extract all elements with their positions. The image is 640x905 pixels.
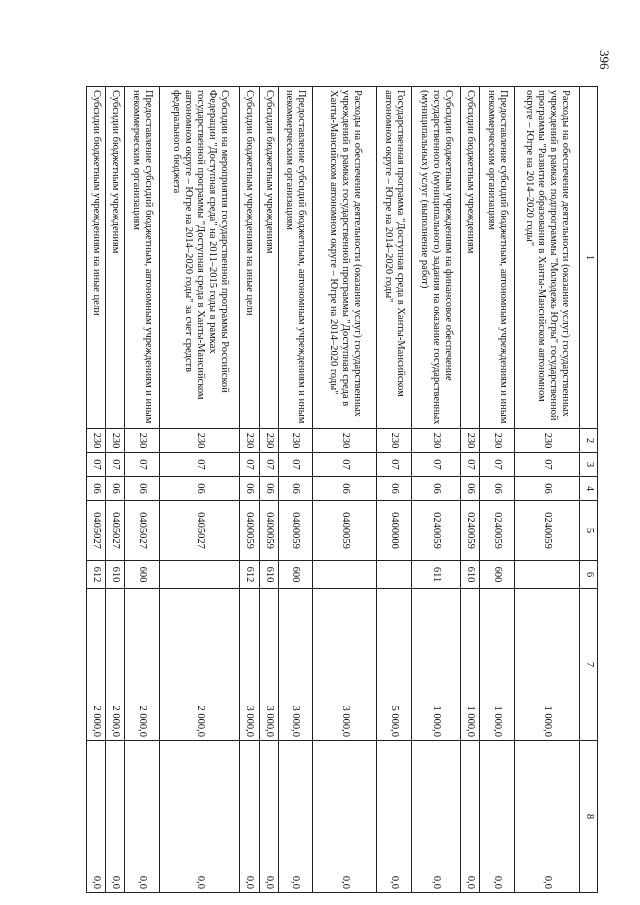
admin-code-cell: 230	[87, 429, 106, 453]
header-cell: 3	[580, 453, 598, 477]
subsection-code-cell: 06	[313, 477, 377, 501]
section-code-cell: 07	[461, 453, 480, 477]
table-row	[411, 87, 461, 893]
target-article-cell: 0405027	[106, 501, 125, 561]
amount-cell: 2 000,0	[87, 589, 106, 741]
amount-cell: 0,0	[313, 741, 377, 893]
admin-code-cell: 230	[240, 429, 259, 453]
expense-type-cell: 600	[480, 561, 514, 589]
expense-type-cell: 612	[87, 561, 106, 589]
expense-type-cell: 612	[240, 561, 259, 589]
admin-code-cell: 230	[259, 429, 278, 453]
amount-cell: 0,0	[87, 741, 106, 893]
amount-cell: 3 000,0	[240, 589, 259, 741]
amount-cell: 3 000,0	[278, 589, 312, 741]
admin-code-cell: 230	[278, 429, 312, 453]
expense-type-cell	[377, 561, 411, 589]
amount-cell: 0,0	[106, 741, 125, 893]
amount-cell: 0,0	[480, 741, 514, 893]
name-cell: Субсидии бюджетным учреждениям на иные цели	[240, 87, 259, 429]
amount-cell: 1 000,0	[411, 589, 461, 741]
table-row	[87, 87, 106, 893]
amount-cell: 0,0	[461, 741, 480, 893]
table-header-row	[580, 87, 598, 893]
amount-cell: 2 000,0	[159, 589, 239, 741]
expense-type-cell	[514, 561, 579, 589]
target-article-cell: 0240059	[514, 501, 579, 561]
subsection-code-cell: 06	[259, 477, 278, 501]
amount-cell: 5 000,0	[377, 589, 411, 741]
rotated-page-content	[86, 86, 598, 892]
amount-cell: 0,0	[259, 741, 278, 893]
name-cell: Предоставление субсидий бюджетным, автономным учреждениям и иным некоммерческим организациям	[480, 87, 514, 429]
table-row	[480, 87, 514, 893]
expense-type-cell: 600	[278, 561, 312, 589]
header-cell: 8	[580, 741, 598, 893]
name-cell: Предоставление субсидий бюджетным, автономным учреждениям и иным некоммерческим организациям	[125, 87, 159, 429]
expense-type-cell: 610	[461, 561, 480, 589]
target-article-cell: 0400000	[377, 501, 411, 561]
target-article-cell: 0400059	[259, 501, 278, 561]
target-article-cell: 0400059	[240, 501, 259, 561]
admin-code-cell: 230	[125, 429, 159, 453]
expense-type-cell	[159, 561, 239, 589]
amount-cell: 2 000,0	[106, 589, 125, 741]
name-cell: Субсидии бюджетным учреждениям	[259, 87, 278, 429]
table-row	[461, 87, 480, 893]
table-row	[159, 87, 239, 893]
amount-cell: 0,0	[125, 741, 159, 893]
amount-cell: 3 000,0	[313, 589, 377, 741]
section-code-cell: 07	[377, 453, 411, 477]
subsection-code-cell: 06	[106, 477, 125, 501]
amount-cell: 0,0	[411, 741, 461, 893]
section-code-cell: 07	[159, 453, 239, 477]
subsection-code-cell: 06	[278, 477, 312, 501]
admin-code-cell: 230	[514, 429, 579, 453]
header-cell: 6	[580, 561, 598, 589]
target-article-cell: 0405027	[87, 501, 106, 561]
amount-cell: 1 000,0	[514, 589, 579, 741]
admin-code-cell: 230	[159, 429, 239, 453]
subsection-code-cell: 06	[125, 477, 159, 501]
section-code-cell: 07	[259, 453, 278, 477]
name-cell: Государственная программа "Доступная среда в Ханты-Мансийском автономном округе – Югре на 2014–2020 годы"	[377, 87, 411, 429]
table-row	[313, 87, 377, 893]
subsection-code-cell: 06	[461, 477, 480, 501]
table-row	[377, 87, 411, 893]
admin-code-cell: 230	[377, 429, 411, 453]
subsection-code-cell: 06	[159, 477, 239, 501]
name-cell: Субсидии бюджетным учреждениям	[461, 87, 480, 429]
section-code-cell: 07	[514, 453, 579, 477]
header-cell: 2	[580, 429, 598, 453]
target-article-cell: 0405027	[159, 501, 239, 561]
amount-cell: 0,0	[240, 741, 259, 893]
table-row	[514, 87, 579, 893]
amount-cell: 2 000,0	[125, 589, 159, 741]
admin-code-cell: 230	[106, 429, 125, 453]
budget-table	[86, 86, 598, 893]
subsection-code-cell: 06	[240, 477, 259, 501]
expense-type-cell: 611	[411, 561, 461, 589]
table-row	[240, 87, 259, 893]
amount-cell: 1 000,0	[461, 589, 480, 741]
subsection-code-cell: 06	[411, 477, 461, 501]
table-row	[259, 87, 278, 893]
target-article-cell: 0240059	[461, 501, 480, 561]
name-cell: Расходы на обеспечение деятельности (оказание услуг) государственных учреждений в рамках государственной программы "Доступная среда в Ханты-Мансийском автономном округе – Югре на 2014–2020 годы"	[313, 87, 377, 429]
amount-cell: 3 000,0	[259, 589, 278, 741]
table-row	[106, 87, 125, 893]
header-cell: 7	[580, 589, 598, 741]
target-article-cell: 0405027	[125, 501, 159, 561]
expense-type-cell: 600	[125, 561, 159, 589]
admin-code-cell: 230	[411, 429, 461, 453]
name-cell: Субсидии бюджетным учреждениям	[106, 87, 125, 429]
table-row	[278, 87, 312, 893]
name-cell: Субсидии бюджетным учреждениям на иные цели	[87, 87, 106, 429]
subsection-code-cell: 06	[514, 477, 579, 501]
amount-cell: 1 000,0	[480, 589, 514, 741]
header-cell: 5	[580, 501, 598, 561]
subsection-code-cell: 06	[377, 477, 411, 501]
section-code-cell: 07	[313, 453, 377, 477]
table-row	[125, 87, 159, 893]
section-code-cell: 07	[480, 453, 514, 477]
admin-code-cell: 230	[461, 429, 480, 453]
name-cell: Субсидии на мероприятия государственной программы Российской Федерации "Доступная среда" на 2011–2015 годы в рамках государственной программы "Доступная среда в Ханты-Мансийском автономном округе – Югре на 2014–2020 годы" за счет средств федерального бюджета	[159, 87, 239, 429]
expense-type-cell: 610	[106, 561, 125, 589]
target-article-cell: 0400059	[313, 501, 377, 561]
header-cell: 4	[580, 477, 598, 501]
target-article-cell: 0400059	[278, 501, 312, 561]
page-number: 396	[597, 50, 612, 70]
target-article-cell: 0240059	[480, 501, 514, 561]
amount-cell: 0,0	[377, 741, 411, 893]
section-code-cell: 07	[411, 453, 461, 477]
amount-cell: 0,0	[159, 741, 239, 893]
admin-code-cell: 230	[313, 429, 377, 453]
subsection-code-cell: 06	[87, 477, 106, 501]
name-cell: Субсидии бюджетным учреждениям на финансовое обеспечение государственного (муниципального) задания на оказание государственных (муниципальных) услуг (выполнение работ)	[411, 87, 461, 429]
name-cell: Расходы на обеспечение деятельности (оказание услуг) государственных учреждений в рамках подпрограммы "Молодежь Югры" государственной программы "Развитие образования в Ханты-Мансийском автономном округе – Югре на 2014–2020 годы"	[514, 87, 579, 429]
expense-type-cell: 610	[259, 561, 278, 589]
amount-cell: 0,0	[514, 741, 579, 893]
name-cell: Предоставление субсидий бюджетным, автономным учреждениям и иным некоммерческим организациям	[278, 87, 312, 429]
expense-type-cell	[313, 561, 377, 589]
section-code-cell: 07	[278, 453, 312, 477]
header-cell: 1	[580, 87, 598, 429]
section-code-cell: 07	[106, 453, 125, 477]
amount-cell: 0,0	[278, 741, 312, 893]
admin-code-cell: 230	[480, 429, 514, 453]
section-code-cell: 07	[125, 453, 159, 477]
subsection-code-cell: 06	[480, 477, 514, 501]
section-code-cell: 07	[240, 453, 259, 477]
target-article-cell: 0240059	[411, 501, 461, 561]
section-code-cell: 07	[87, 453, 106, 477]
